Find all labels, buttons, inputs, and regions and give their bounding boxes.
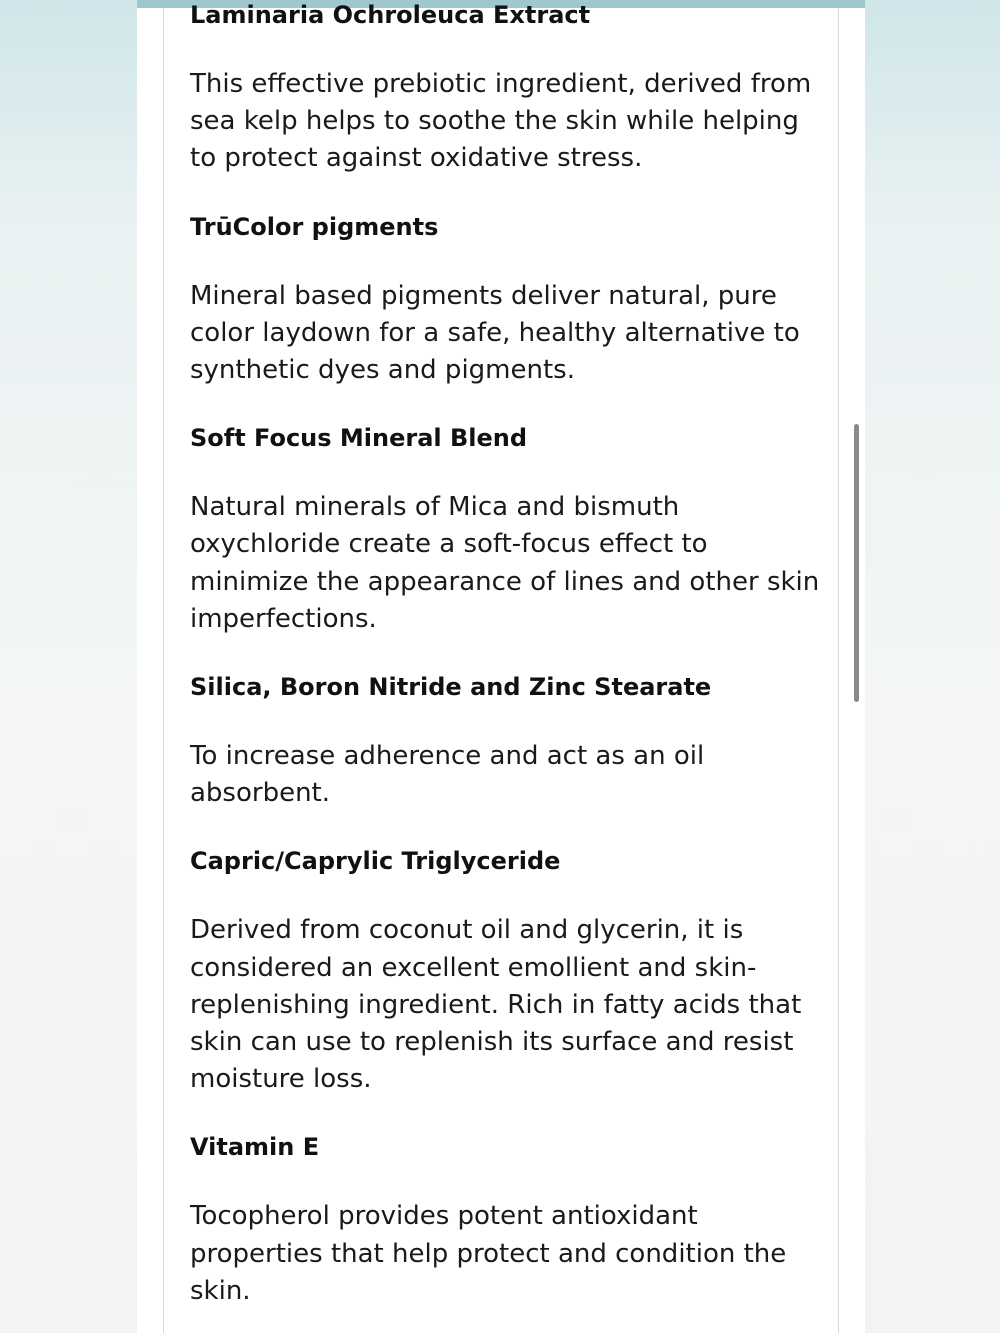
ingredient-section xyxy=(190,421,820,638)
ingredient-title: TrūColor pigments xyxy=(190,212,439,241)
ingredient-description: To increase adherence and act as an oil absorbent. xyxy=(190,741,705,809)
ingredients-list xyxy=(190,0,820,1333)
ingredient-section xyxy=(190,210,820,390)
ingredient-title: Laminaria Ochroleuca Extract xyxy=(190,1,591,29)
ingredient-section xyxy=(190,1130,820,1310)
ingredient-title: Capric/Caprylic Triglyceride xyxy=(190,847,561,876)
ingredient-description: Tocopherol provides potent antioxidant properties that help protect and condition the skin. xyxy=(190,1201,787,1306)
ingredient-description: Derived from coconut oil and glycerin, it is considered an excellent emollient and skin-replenishing ingredient. Rich in fatty acids that skin can use to replenish its surface and resist moisture loss. xyxy=(190,915,802,1095)
ingredient-title: Soft Focus Mineral Blend xyxy=(190,424,528,453)
ingredient-description: Mineral based pigments deliver natural, pure color laydown for a safe, healthy alternative to synthetic dyes and pigments. xyxy=(190,280,800,386)
ingredient-section xyxy=(190,0,820,178)
ingredient-section xyxy=(190,670,820,812)
ingredient-description: Natural minerals of Mica and bismuth oxychloride create a soft-focus effect to minimize the appearance of lines and other skin imperfections. xyxy=(190,492,820,634)
scrollbar-thumb[interactable] xyxy=(854,424,859,702)
ingredient-description: This effective prebiotic ingredient, derived from sea kelp helps to soothe the skin while helping to protect against oxidative stress. xyxy=(190,69,812,174)
ingredient-title: Vitamin E xyxy=(190,1133,320,1162)
ingredient-section xyxy=(190,844,820,1098)
ingredient-title: Silica, Boron Nitride and Zinc Stearate xyxy=(190,673,712,702)
